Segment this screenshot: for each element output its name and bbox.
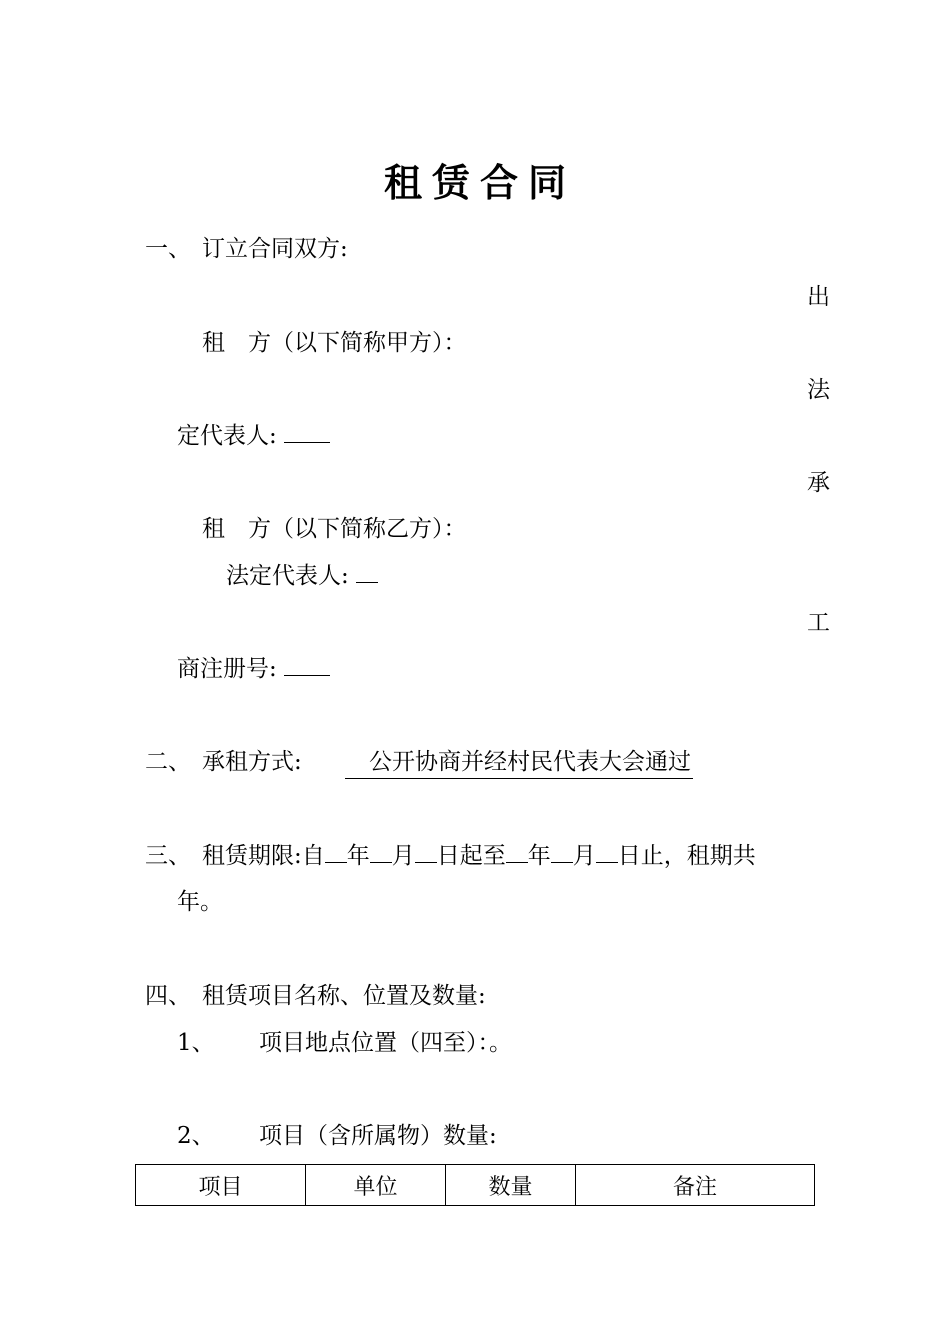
registration-label: 商注册号: — [177, 656, 277, 682]
lease-items-table — [135, 1164, 815, 1206]
lessor-rep-label: 定代表人: — [177, 423, 277, 449]
registration-blank[interactable] — [284, 655, 330, 676]
section-4-heading: 租赁项目名称、位置及数量: — [202, 983, 486, 1009]
lessor-rep-label-head: 法 — [807, 377, 830, 403]
start-year-blank[interactable] — [325, 842, 347, 863]
lessee-rep-label: 法定代表人: — [226, 563, 349, 589]
header-quantity: 数量 — [446, 1165, 576, 1206]
start-month-blank[interactable] — [370, 842, 392, 863]
section-1-heading: 订立合同双方: — [202, 236, 348, 262]
header-item: 项目 — [136, 1165, 306, 1206]
lessee-rep-blank[interactable] — [356, 562, 378, 583]
lessee-rep-line — [226, 561, 378, 591]
section-3-number: 三、 — [145, 843, 191, 869]
table-header-row — [136, 1165, 815, 1206]
term-day-to: 日起至 — [436, 843, 506, 869]
end-month-blank[interactable] — [551, 842, 573, 863]
lease-term-line — [202, 841, 756, 871]
section-2-number: 二、 — [145, 749, 191, 775]
lease-method-value: 公开协商并经村民代表大会通过 — [345, 747, 693, 779]
item-1-number: 1、 — [177, 1030, 215, 1056]
registration-label-head: 工 — [807, 610, 830, 636]
start-day-blank[interactable] — [415, 842, 437, 863]
term-end-text: 日止，租期共 — [617, 843, 756, 869]
term-year-2: 年 — [527, 843, 551, 869]
registration-line — [177, 654, 330, 684]
header-unit: 单位 — [306, 1165, 446, 1206]
header-remarks: 备注 — [576, 1165, 815, 1206]
end-day-blank[interactable] — [596, 842, 618, 863]
term-from: 自 — [301, 843, 325, 869]
term-month-2: 月 — [572, 843, 596, 869]
lessee-label: 租 方（以下简称乙方）： — [202, 516, 467, 542]
lessor-rep-line — [177, 421, 330, 451]
term-month-1: 月 — [391, 843, 415, 869]
term-year-1: 年 — [346, 843, 370, 869]
document-title: 租赁合同 — [384, 160, 577, 205]
section-4-number: 四、 — [145, 983, 191, 1009]
lessor-label: 租 方（以下简称甲方）： — [202, 330, 467, 356]
lessor-rep-blank[interactable] — [284, 422, 330, 443]
lessee-label-head: 承 — [807, 470, 830, 496]
section-1-number: 一、 — [145, 236, 191, 262]
section-2-heading: 承租方式: — [202, 749, 302, 775]
item-2-text: 项目（含所属物）数量: — [259, 1123, 497, 1149]
lease-term-line-2: 年。 — [177, 889, 223, 915]
item-1-text: 项目地点位置（四至）：。 — [259, 1030, 512, 1056]
item-2-number: 2、 — [177, 1123, 215, 1149]
section-3-heading: 租赁期限: — [202, 843, 302, 869]
end-year-blank[interactable] — [506, 842, 528, 863]
lessor-label-head: 出 — [807, 284, 830, 310]
